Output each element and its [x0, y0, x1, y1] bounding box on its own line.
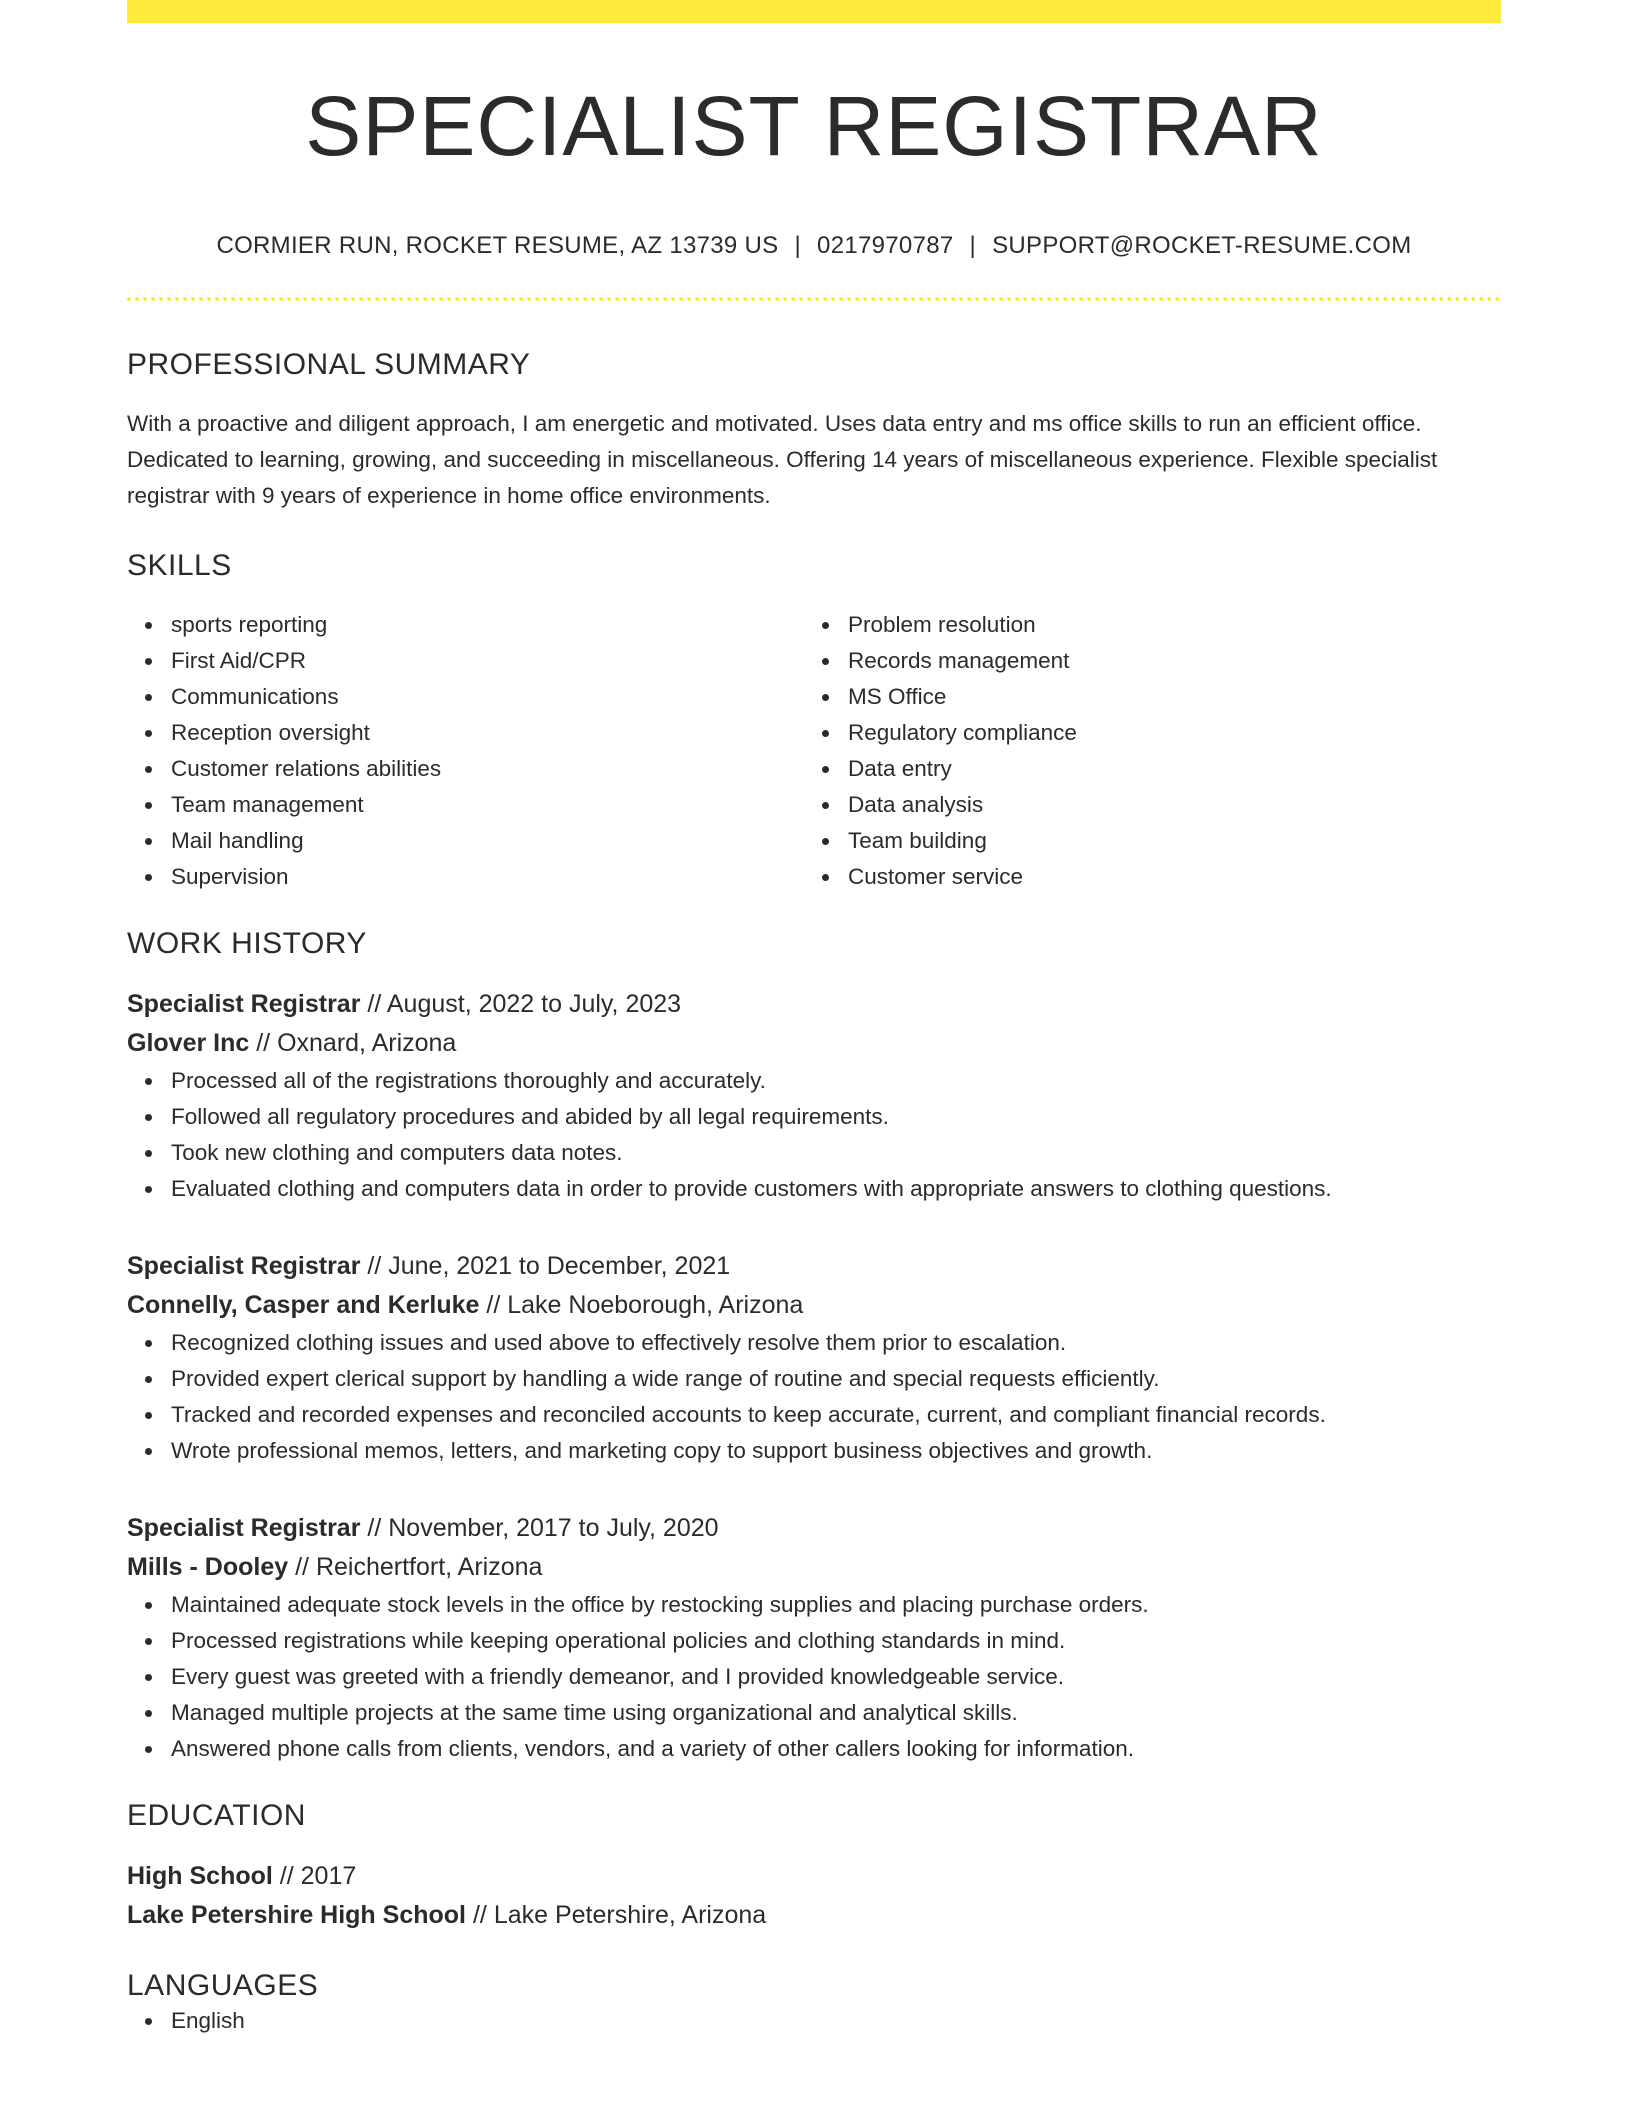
contact-address: CORMIER RUN, ROCKET RESUME, AZ 13739 US: [216, 232, 779, 260]
skills-column-right: [804, 607, 1481, 895]
skill-item: Customer service: [804, 859, 1481, 895]
skills-grid: [127, 607, 1501, 895]
contact-line: [127, 232, 1501, 260]
job-separator: //: [486, 1291, 501, 1320]
job-location: Oxnard, Arizona: [277, 1029, 457, 1058]
job-company: Glover Inc: [127, 1029, 250, 1058]
education-school: Lake Petershire High School: [127, 1901, 466, 1930]
job-entry: [127, 1247, 1501, 1469]
skill-item: Communications: [127, 679, 804, 715]
job-company-line: [127, 1024, 1501, 1063]
skill-item: Regulatory compliance: [804, 715, 1481, 751]
skill-item: Team management: [127, 787, 804, 823]
job-bullet: Evaluated clothing and computers data in order to provide customers with appropriate answers to clothing questions.: [127, 1171, 1501, 1207]
job-company-line: [127, 1286, 1501, 1325]
job-bullet: Answered phone calls from clients, vendors, and a variety of other callers looking for information.: [127, 1731, 1501, 1767]
education-separator: //: [279, 1862, 294, 1891]
job-dates: November, 2017 to July, 2020: [388, 1514, 719, 1543]
skill-item: sports reporting: [127, 607, 804, 643]
education-year: 2017: [300, 1862, 357, 1891]
job-bullets: [127, 1587, 1501, 1767]
skills-heading: SKILLS: [127, 549, 232, 583]
work-history-heading: WORK HISTORY: [127, 927, 367, 961]
job-title-line: [127, 1509, 1501, 1548]
job-entry: [127, 985, 1501, 1207]
education-degree-line: [127, 1857, 1501, 1896]
job-bullet: Wrote professional memos, letters, and marketing copy to support business objectives and growth.: [127, 1433, 1501, 1469]
skills-column-left: [127, 607, 804, 895]
summary-text: With a proactive and diligent approach, I am energetic and motivated. Uses data entry and ms office skills to run an efficient office. Dedicated to learning, growing, and succeeding in miscellaneous. Offering 14 years of miscellaneous experience. Flexible specialist registrar with 9 years of experience in home office environments.: [127, 411, 1438, 509]
job-bullets: [127, 1063, 1501, 1207]
job-role: Specialist Registrar: [127, 990, 361, 1019]
job-separator: //: [367, 1514, 382, 1543]
job-bullet: Processed registrations while keeping operational policies and clothing standards in mind.: [127, 1623, 1501, 1659]
education-entry: [127, 1857, 1501, 1935]
skill-item: Data entry: [804, 751, 1481, 787]
job-location: Reichertfort, Arizona: [315, 1553, 543, 1582]
top-accent-bar: [127, 0, 1501, 23]
education-location: Lake Petershire, Arizona: [493, 1901, 767, 1930]
job-bullet: Processed all of the registrations thoroughly and accurately.: [127, 1063, 1501, 1099]
languages-list: [127, 2003, 1501, 2039]
job-bullets: [127, 1325, 1501, 1469]
job-company-line: [127, 1548, 1501, 1587]
job-separator: //: [256, 1029, 271, 1058]
contact-separator: |: [794, 232, 802, 260]
job-bullet: Recognized clothing issues and used above to effectively resolve them prior to escalation.: [127, 1325, 1501, 1361]
job-bullet: Provided expert clerical support by handling a wide range of routine and special requests efficiently.: [127, 1361, 1501, 1397]
job-separator: //: [295, 1553, 309, 1582]
education-school-line: [127, 1896, 1501, 1935]
resume-name: SPECIALIST REGISTRAR: [305, 79, 1323, 173]
skills-list-right: [804, 607, 1481, 895]
job-separator: //: [367, 1252, 382, 1281]
job-bullet: Maintained adequate stock levels in the office by restocking supplies and placing purchase orders.: [127, 1587, 1501, 1623]
skill-item: Reception oversight: [127, 715, 804, 751]
skill-item: Data analysis: [804, 787, 1481, 823]
skill-item: Records management: [804, 643, 1481, 679]
dotted-divider: [127, 297, 1501, 301]
language-item: English: [127, 2003, 1501, 2039]
skill-item: Customer relations abilities: [127, 751, 804, 787]
job-title-line: [127, 1247, 1501, 1286]
skill-item: First Aid/CPR: [127, 643, 804, 679]
education-separator: //: [472, 1901, 487, 1930]
skill-item: Mail handling: [127, 823, 804, 859]
skill-item: Problem resolution: [804, 607, 1481, 643]
job-company: Connelly, Casper and Kerluke: [127, 1291, 480, 1320]
job-bullet: Every guest was greeted with a friendly demeanor, and I provided knowledgeable service.: [127, 1659, 1501, 1695]
languages-heading: LANGUAGES: [127, 1969, 319, 2003]
job-dates: June, 2021 to December, 2021: [388, 1252, 731, 1281]
job-title-line: [127, 985, 1501, 1024]
skills-list-left: [127, 607, 804, 895]
job-role: Specialist Registrar: [127, 1252, 361, 1281]
skill-item: MS Office: [804, 679, 1481, 715]
job-bullet: Took new clothing and computers data notes.: [127, 1135, 1501, 1171]
contact-separator: |: [969, 232, 977, 260]
education-degree: High School: [127, 1862, 273, 1891]
contact-email[interactable]: SUPPORT@ROCKET-RESUME.COM: [992, 232, 1412, 260]
job-bullet: Followed all regulatory procedures and abided by all legal requirements.: [127, 1099, 1501, 1135]
job-separator: //: [367, 990, 382, 1019]
job-role: Specialist Registrar: [127, 1514, 361, 1543]
skill-item: Supervision: [127, 859, 804, 895]
skill-item: Team building: [804, 823, 1481, 859]
resume-page: [127, 0, 1501, 2039]
job-dates: August, 2022 to July, 2023: [386, 990, 682, 1019]
job-location: Lake Noeborough, Arizona: [507, 1291, 804, 1320]
job-bullet: Tracked and recorded expenses and reconciled accounts to keep accurate, current, and compliant financial records.: [127, 1397, 1501, 1433]
job-entry: [127, 1509, 1501, 1767]
contact-phone: 0217970787: [817, 232, 954, 260]
job-bullet: Managed multiple projects at the same time using organizational and analytical skills.: [127, 1695, 1501, 1731]
summary-heading: PROFESSIONAL SUMMARY: [127, 348, 531, 382]
education-heading: EDUCATION: [127, 1799, 306, 1833]
job-company: Mills - Dooley: [127, 1553, 289, 1582]
